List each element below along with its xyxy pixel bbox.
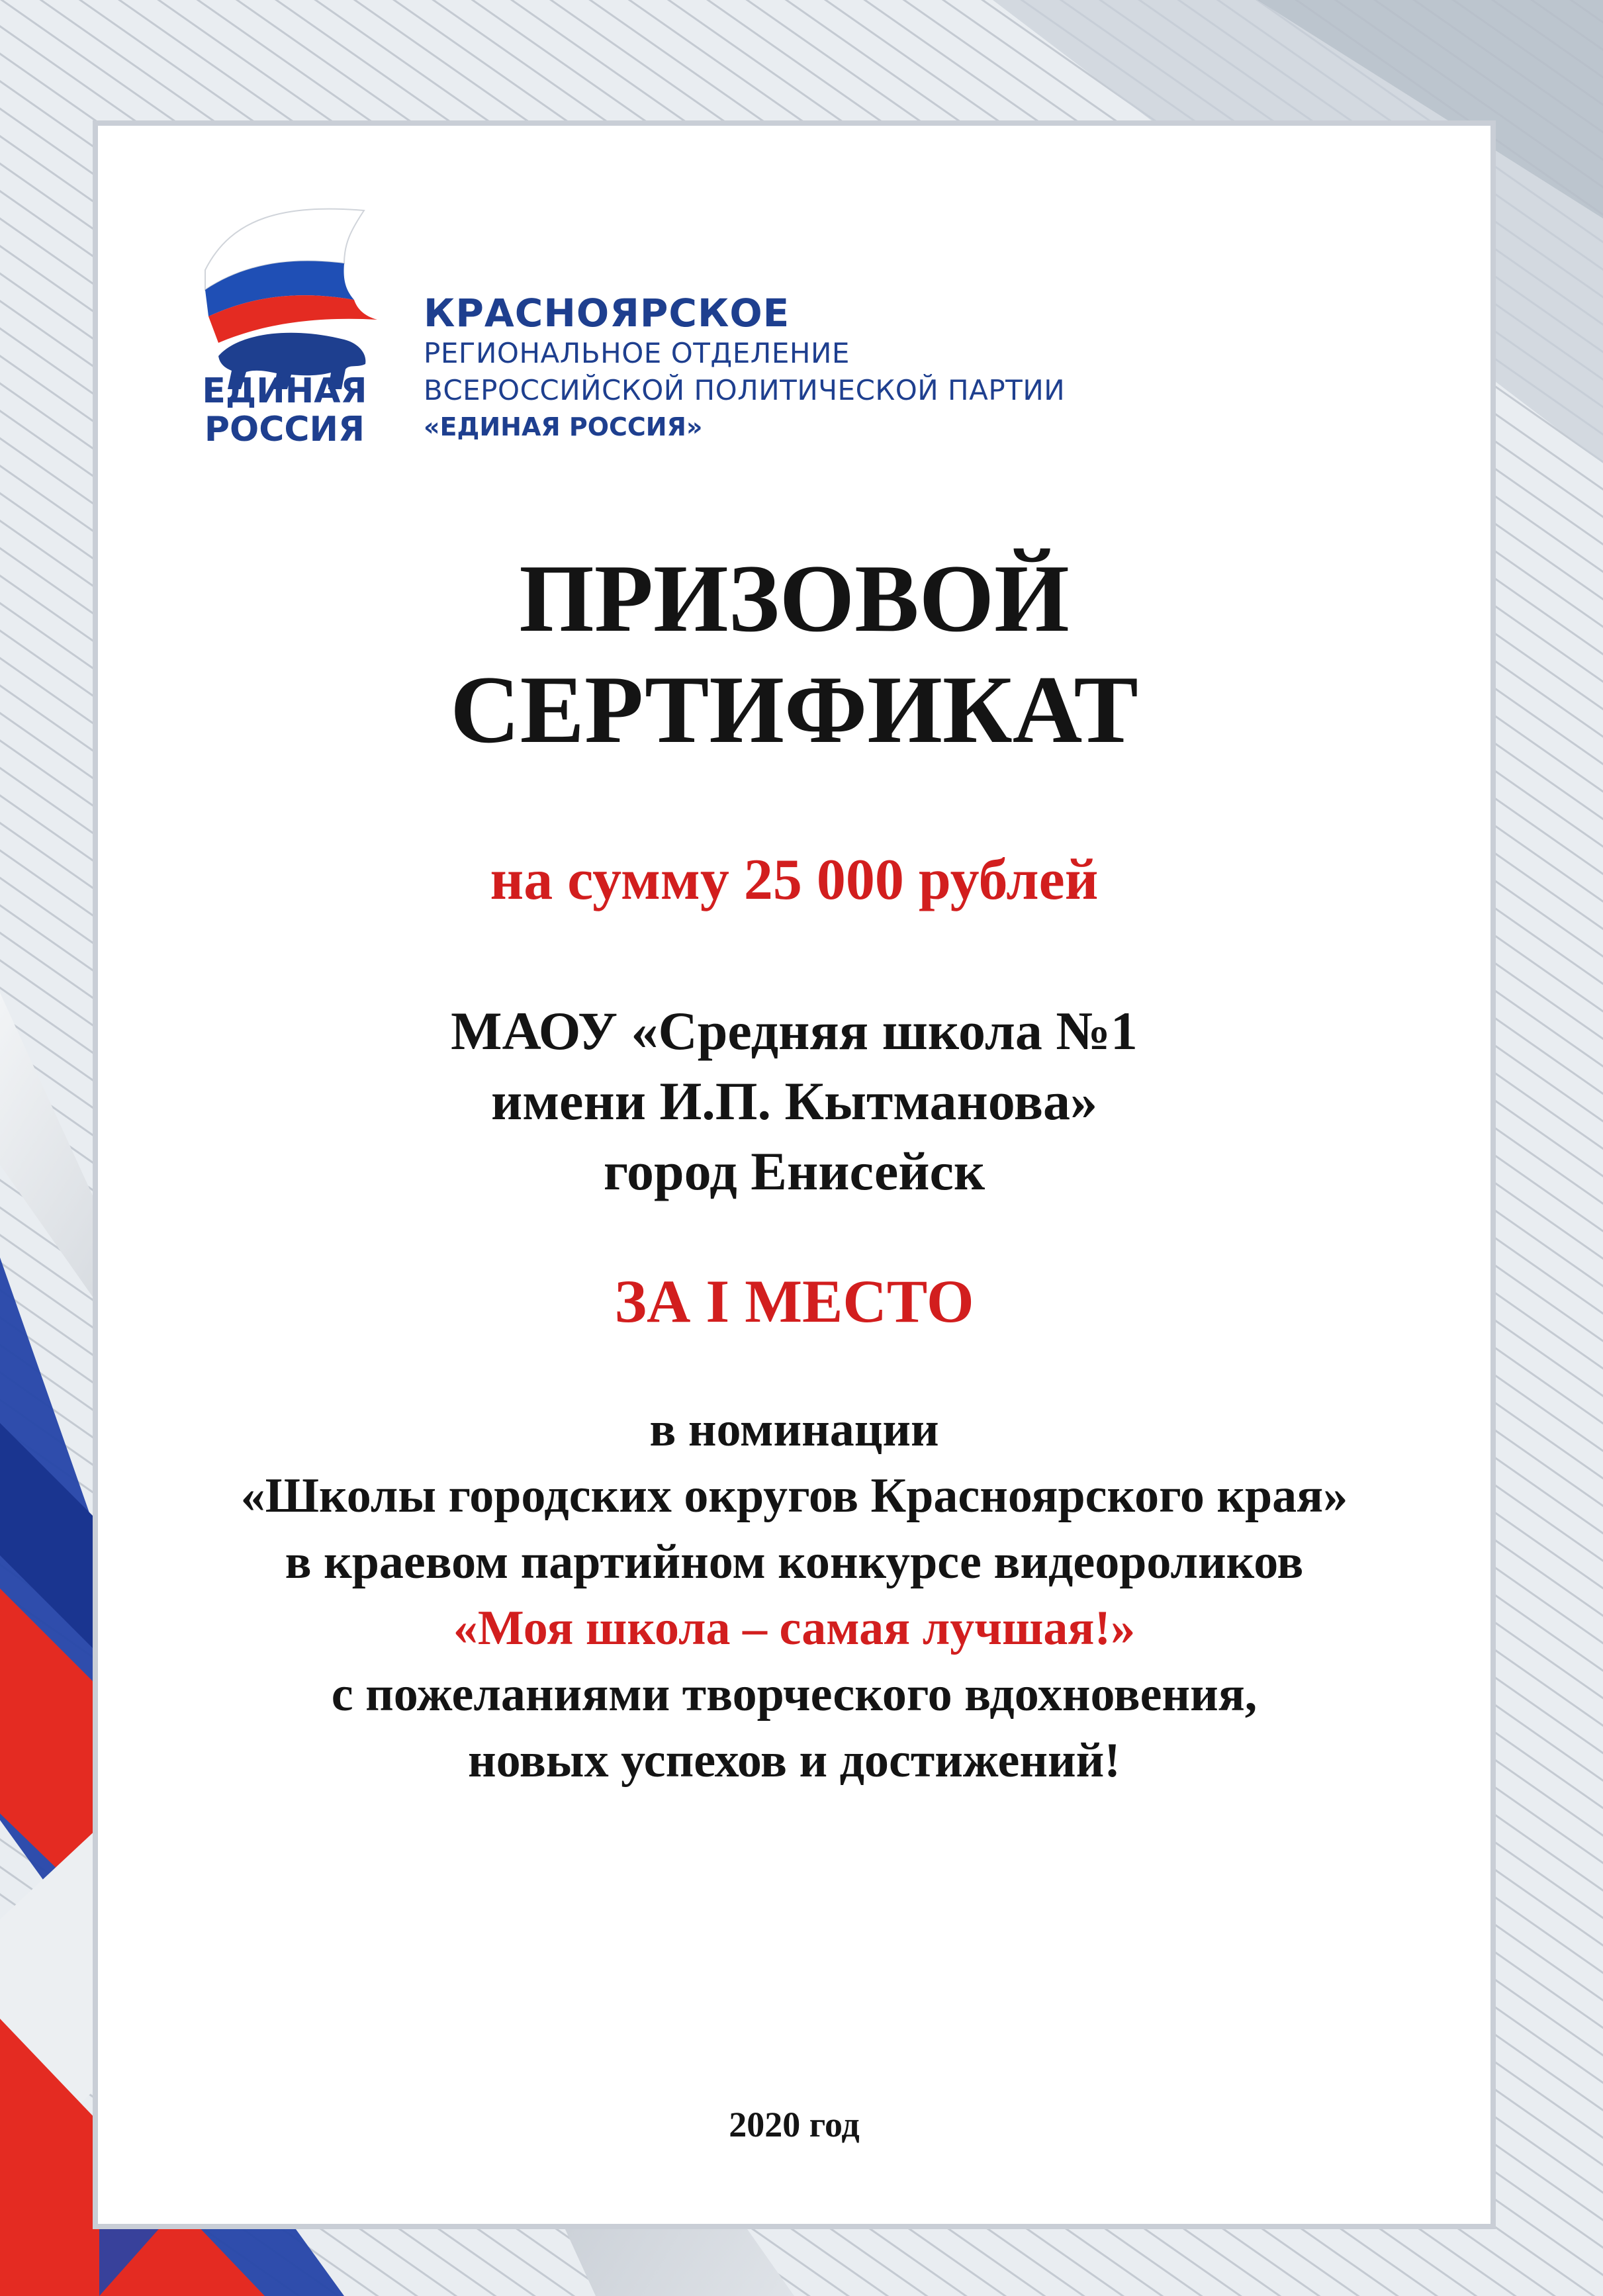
contest-name: «Моя школа – самая лучшая!» <box>453 1601 1136 1655</box>
title-line-1: ПРИЗОВОЙ <box>519 545 1070 652</box>
recipient-block <box>93 996 1496 1207</box>
title-line-2: СЕРТИФИКАТ <box>450 656 1138 763</box>
nomination-line-2: «Школы городских округов Красноярского края» <box>240 1469 1348 1523</box>
logo-text-line1: ЕДИНАЯ <box>202 371 367 411</box>
certificate-year: 2020 год <box>729 2105 860 2144</box>
recipient-line-1: МАОУ «Средняя школа №1 <box>451 1001 1138 1061</box>
organization-block <box>424 291 1065 445</box>
nomination-line-1: в номинации <box>649 1402 939 1457</box>
certificate-title <box>93 543 1496 765</box>
place-award: ЗА I МЕСТО <box>614 1267 974 1335</box>
nomination-block <box>93 1397 1496 1794</box>
nomination-line-3: в краевом партийном конкурсе видеороликов <box>285 1535 1304 1589</box>
prize-amount: на сумму 25 000 рублей <box>490 848 1099 912</box>
organization-line-2: ВСЕРОССИЙСКОЙ ПОЛИТИЧЕСКОЙ ПАРТИИ <box>424 374 1066 406</box>
wishes-line-1: с пожеланиями творческого вдохновения, <box>331 1667 1258 1722</box>
united-russia-logo-emblem <box>192 191 390 402</box>
organization-line-1: РЕГИОНАЛЬНОЕ ОТДЕЛЕНИЕ <box>424 337 850 369</box>
recipient-line-2: имени И.П. Кытманова» <box>490 1071 1098 1131</box>
organization-name: КРАСНОЯРСКОЕ <box>424 291 790 336</box>
organization-party: «ЕДИНАЯ РОССИЯ» <box>424 412 703 441</box>
wishes-line-2: новых успехов и достижений! <box>468 1733 1121 1788</box>
recipient-line-3: город Енисейск <box>603 1141 985 1201</box>
logo-text-line2: РОССИЯ <box>204 410 365 449</box>
